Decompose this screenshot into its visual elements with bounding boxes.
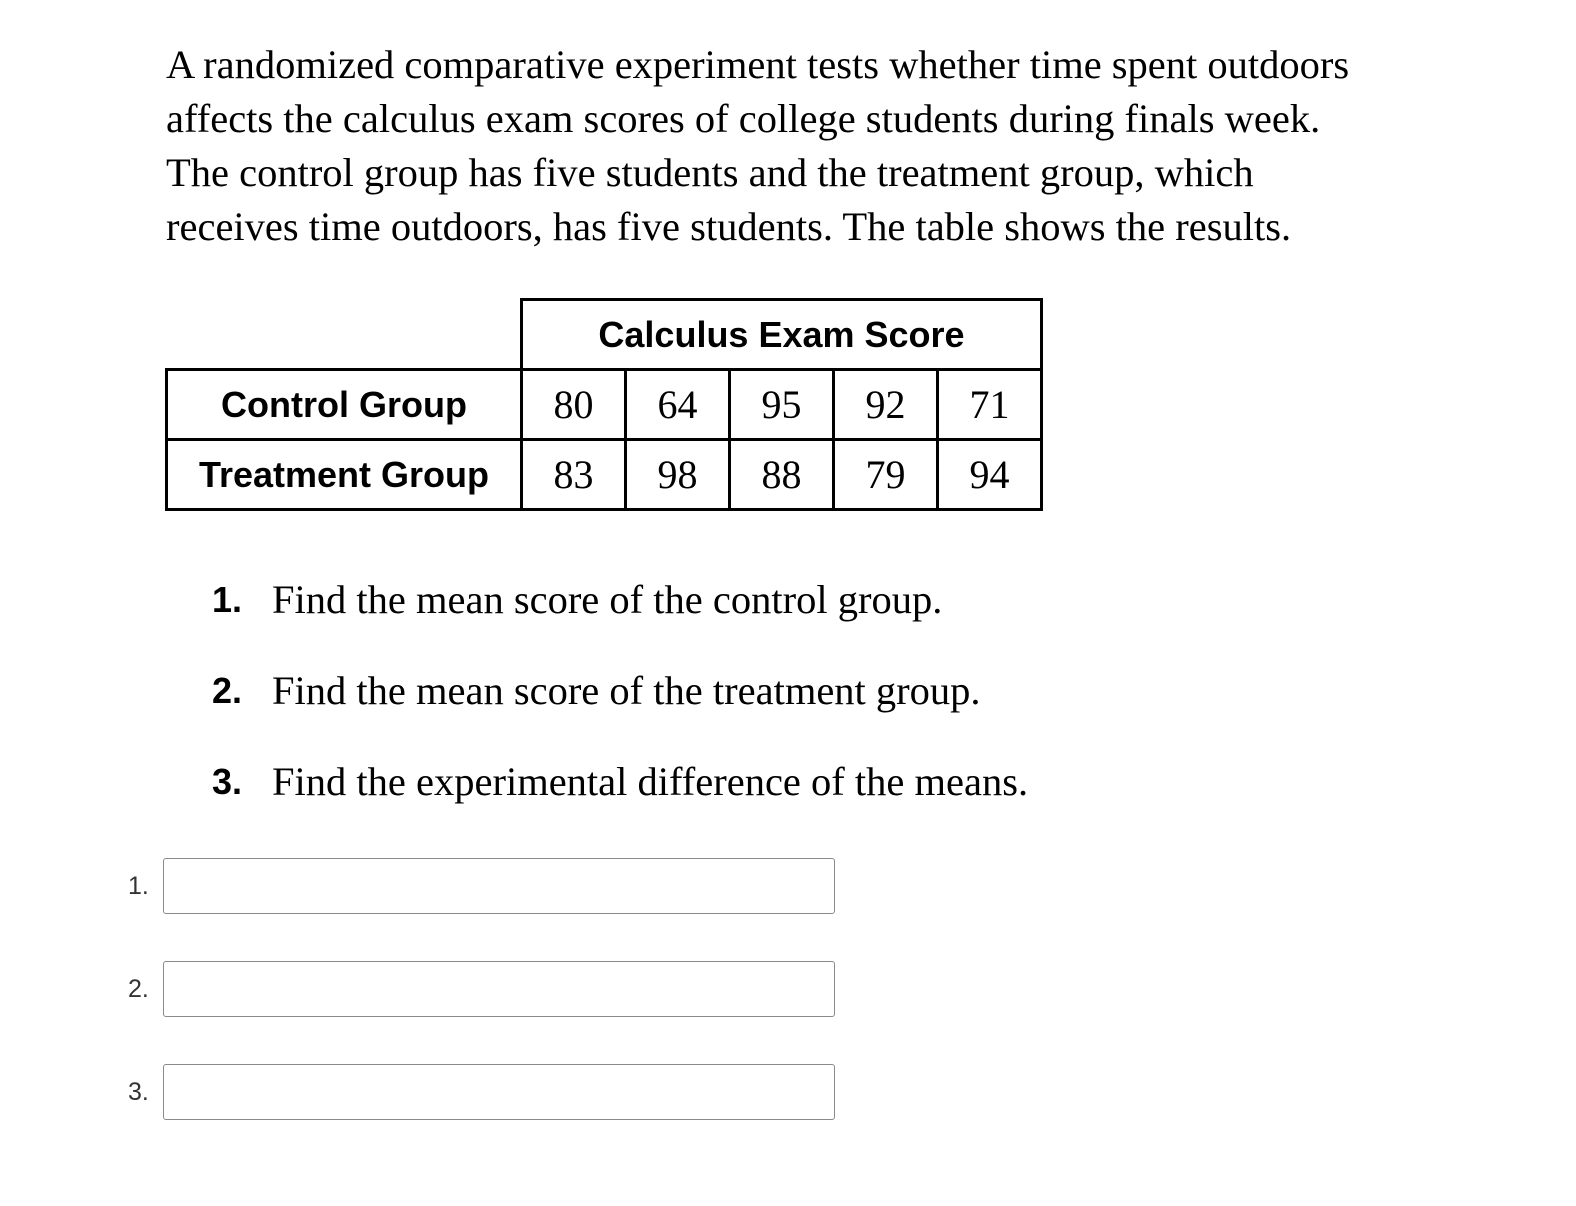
row-label-control: Control Group (167, 370, 522, 440)
table-cell: 64 (626, 370, 730, 440)
table-cell: 80 (522, 370, 626, 440)
table-row (167, 440, 1042, 510)
question-prompt (166, 38, 1426, 254)
prompt-line: The control group has five students and the treatment group, which (166, 150, 1254, 195)
table-row (167, 370, 1042, 440)
table-cell: 98 (626, 440, 730, 510)
table-header-row (167, 300, 1042, 370)
question-list (212, 572, 1028, 845)
prompt-line: affects the calculus exam scores of college students during finals week. (166, 96, 1321, 141)
answer-input-2[interactable] (163, 961, 835, 1017)
question-number: 1. (212, 579, 243, 620)
question-number: 3. (212, 761, 243, 802)
answer-row-2 (128, 961, 835, 1017)
question-item (212, 663, 1028, 754)
answer-label: 3. (128, 1077, 149, 1106)
table-cell: 92 (834, 370, 938, 440)
answer-label: 2. (128, 974, 149, 1003)
scores-table (165, 298, 1043, 511)
table-cell: 83 (522, 440, 626, 510)
answer-row-1 (128, 858, 835, 914)
table-cell: 94 (938, 440, 1042, 510)
table-corner (167, 300, 522, 370)
answer-label: 1. (128, 871, 149, 900)
prompt-line: receives time outdoors, has five students. The table shows the results. (166, 204, 1292, 249)
table-header: Calculus Exam Score (522, 300, 1042, 370)
table-cell: 71 (938, 370, 1042, 440)
prompt-line: A randomized comparative experiment tests whether time spent outdoors (166, 42, 1350, 87)
question-text: Find the mean score of the treatment group. (272, 668, 981, 713)
row-label-treatment: Treatment Group (167, 440, 522, 510)
question-text: Find the experimental difference of the means. (272, 759, 1029, 804)
question-text: Find the mean score of the control group. (272, 577, 943, 622)
table-cell: 88 (730, 440, 834, 510)
table-cell: 95 (730, 370, 834, 440)
answer-input-1[interactable] (163, 858, 835, 914)
question-item (212, 572, 1028, 663)
question-item (212, 754, 1028, 845)
question-number: 2. (212, 670, 243, 711)
table-cell: 79 (834, 440, 938, 510)
answer-input-3[interactable] (163, 1064, 835, 1120)
answer-row-3 (128, 1064, 835, 1120)
